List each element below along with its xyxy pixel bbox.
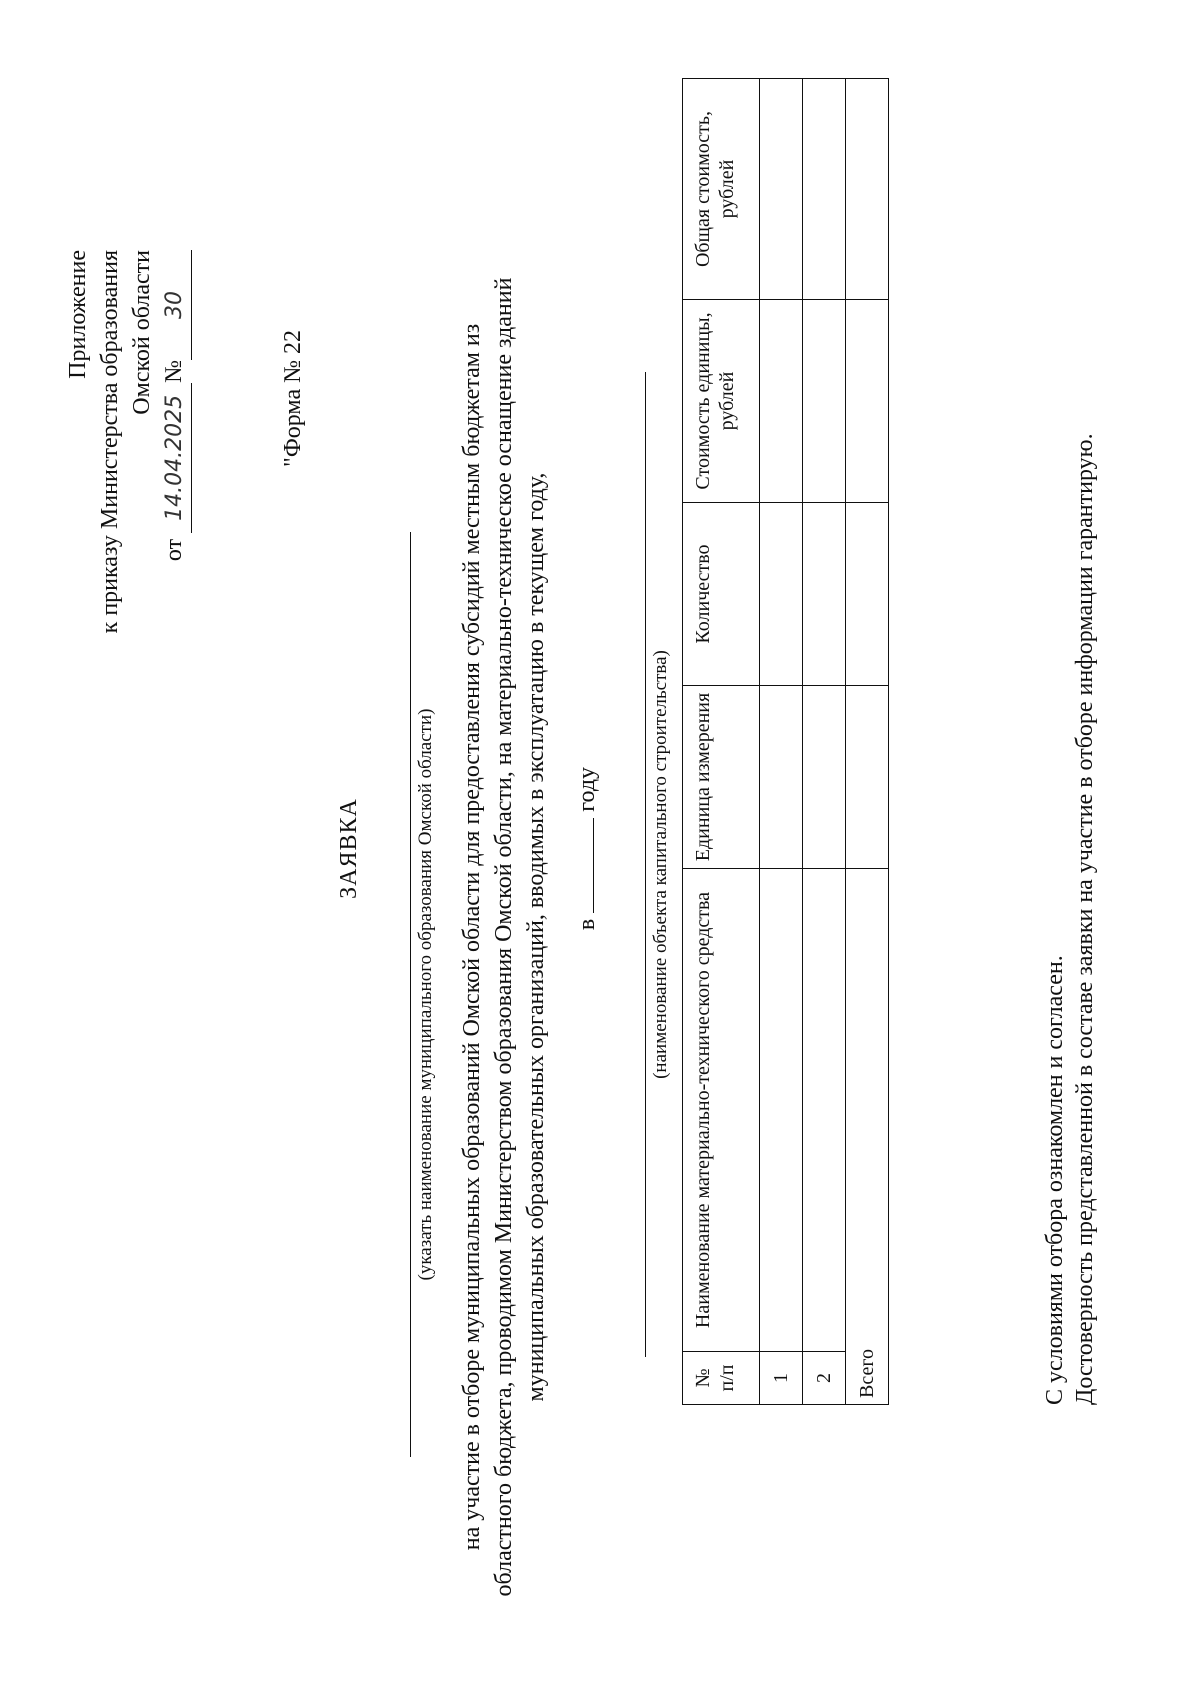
row-number: 1 (760, 1352, 803, 1405)
order-date-handwritten: 14.04.2025 (159, 383, 192, 533)
footer-statements (1040, 433, 1100, 1405)
construction-object-field (645, 372, 672, 1357)
agreement-statement: С условиями отбора ознакомлен и согласен. (1042, 955, 1068, 1405)
year-blank (593, 818, 594, 913)
row-total-cost (760, 79, 803, 300)
total-label: Всего (846, 869, 889, 1405)
row-quantity (760, 503, 803, 686)
total-unit (846, 686, 889, 869)
object-hint: (наименование объекта капитального строительства) (650, 650, 671, 1079)
row-unit (760, 686, 803, 869)
order-reference: к приказу Министерства образования (97, 250, 123, 634)
municipality-field (410, 532, 437, 1457)
form-number: "Форма № 22 (280, 330, 306, 467)
year-prefix: в (574, 918, 600, 931)
appendix-label: Приложение (65, 250, 91, 379)
items-table (682, 78, 889, 1405)
row-unit-cost (760, 300, 803, 503)
row-unit (803, 686, 846, 869)
table-row (803, 79, 846, 1405)
total-cost (846, 79, 889, 300)
accuracy-statement: Достоверность представленной в составе заявки на участие в отборе информации гарантирую. (1072, 433, 1098, 1405)
municipality-hint: (указать наименование муниципального образования Омской области) (415, 708, 436, 1281)
document-title: ЗАЯВКА (336, 798, 362, 899)
year-line (574, 0, 601, 1697)
col-quantity: Количество (683, 503, 760, 686)
number-label: № (161, 360, 187, 383)
total-quantity (846, 503, 889, 686)
year-suffix: году (574, 766, 600, 812)
col-unit: Единица измерения (683, 686, 760, 869)
col-number: № п/п (683, 1352, 760, 1405)
row-quantity (803, 503, 846, 686)
row-item-name (803, 869, 846, 1352)
col-unit-cost: Стоимость единицы, рублей (683, 300, 760, 503)
col-total-cost: Общая стоимость, рублей (683, 79, 760, 300)
order-number-handwritten: 30 (159, 250, 192, 360)
row-total-cost (803, 79, 846, 300)
appendix-header (62, 250, 192, 1050)
row-number: 2 (803, 1352, 846, 1405)
table-total-row (846, 79, 889, 1405)
order-date-line (158, 250, 192, 1050)
application-text: на участие в отборе муниципальных образований Омской области для предоставления субсидий местным бюджетам из областного бюджета, проводимом Министерством образования Омской области, на материально-техническое оснащение зданий муниципальных образовательных организаций, вводимых в эксплуатацию в текущем году, (459, 277, 549, 1597)
date-prefix: от (161, 538, 187, 562)
row-item-name (760, 869, 803, 1352)
row-unit-cost (803, 300, 846, 503)
table-row (760, 79, 803, 1405)
col-item-name: Наименование материально-технического средства (683, 869, 760, 1352)
table-header-row (683, 79, 760, 1405)
region-name: Омской области (129, 250, 155, 415)
total-unit-cost (846, 300, 889, 503)
